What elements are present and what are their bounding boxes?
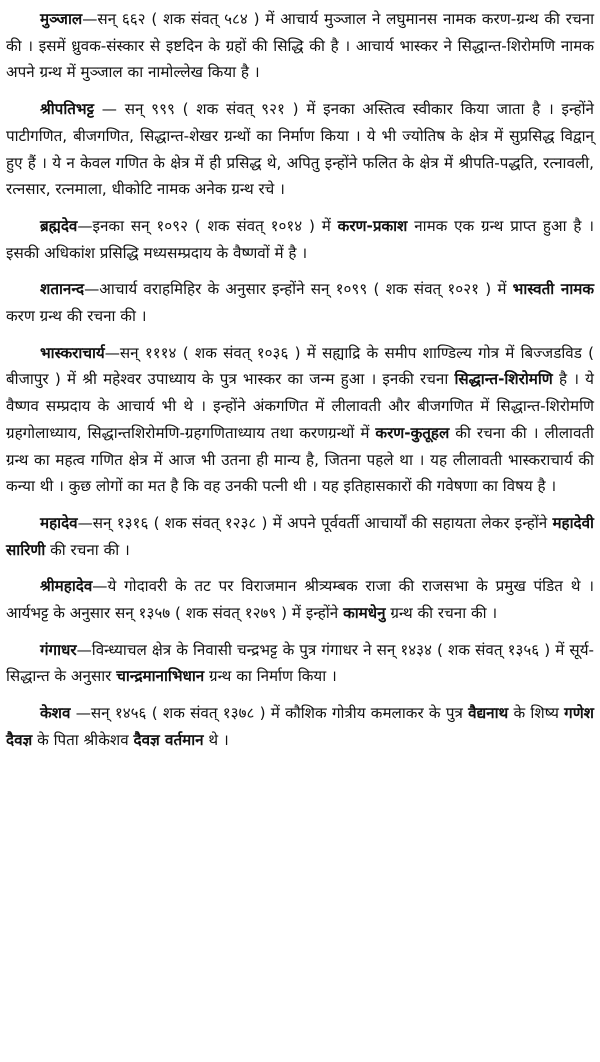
entry-term: ब्रह्मदेव [40, 216, 78, 235]
entry-term: गंगाधर [40, 640, 77, 659]
entry-text: —सन् १११४ ( शक संवत् १०३६ ) में सह्याद्रि के समीप शाण्डिल्य गोत्र में बिज्जडविड ( बीजापुर ) में श्री महेश्वर उपाध्याय के पुत्र भास्कर का जन्म हुआ । इनकी रचना [6, 343, 594, 389]
entry-bhaskaracharya [6, 340, 594, 500]
entry-shrimahadev [6, 573, 594, 626]
entry-text: —ये गोदावरी के तट पर विराजमान श्रीत्र्यम्बक राजा की राजसभा के प्रमुख पंडित थे । आर्यभट्ट के अनुसार सन् १३५७ ( शक संवत् १२७९ ) में इन्होंने [6, 577, 594, 623]
highlight-text: करण-प्रकाश [337, 216, 408, 235]
entry-paragraph [6, 6, 594, 86]
highlight-text: दैवज्ञ वर्तमान [133, 730, 204, 749]
entry-gangadhar [6, 637, 594, 690]
entry-text: के शिष्य [508, 704, 565, 723]
highlight-text: कामधेनु [343, 604, 386, 623]
entry-text: नामक एक ग्रन्थ प्राप्त हुआ है । इसकी अधिकांश प्रसिद्धि मध्यसम्प्रदाय के वैष्णवों में है । [6, 216, 594, 262]
entry-term: मुञ्जाल [40, 10, 83, 28]
entry-term: केशव [40, 704, 71, 723]
entry-munjal [6, 6, 594, 86]
entry-brahmadev [6, 213, 594, 266]
entry-term: श्रीमहादेव [40, 577, 93, 596]
highlight-text: वैद्यनाथ [468, 704, 509, 723]
highlight-text: महादेवी सारिणी [6, 513, 594, 559]
highlight-text: करण-कुतूहल [375, 423, 450, 442]
entry-text: — सन् ९९९ ( शक संवत् ९२१ ) में इनका अस्तित्व स्वीकार किया जाता है । इन्होंने पाटीगणित, बीजगणित, सिद्धान्त-शेखर ग्रन्थों का निर्माण किया । ये भी ज्योतिष के क्षेत्र में सुप्रसिद्ध विद्वान् हुए हैं । ये न केवल गणित के क्षेत्र में ही प्रसिद्ध थे, अपितु इन्होंने फलित के क्षेत्र में श्रीपति-पद्धति, रत्नावली, रत्नसार, रत्नमाला, धीकोटि नामक अनेक ग्रन्थ रचे । [6, 100, 594, 199]
entry-shripatibhatt [6, 96, 594, 203]
entry-paragraph [6, 573, 594, 626]
entry-term: श्रीपतिभट्ट [40, 100, 95, 119]
entry-mahadev [6, 510, 594, 563]
entry-text: की रचना की । [45, 540, 130, 559]
entry-term: शतानन्द [40, 280, 85, 299]
entry-paragraph [6, 700, 594, 753]
entry-text: —सन् १३१६ ( शक संवत् १२३८ ) में अपने पूर्ववर्ती आचार्यों की सहायता लेकर इन्होंने [77, 513, 553, 532]
entry-paragraph [6, 213, 594, 266]
document-page [6, 6, 594, 764]
entry-text: —इनका सन् १०९२ ( शक संवत् १०१४ ) में [77, 216, 338, 235]
entry-paragraph [6, 276, 594, 329]
entry-text: —सन् १४५६ ( शक संवत् १३७८ ) में कौशिक गोत्रीय कमलाकर के पुत्र [70, 704, 469, 723]
entry-paragraph [6, 637, 594, 690]
entry-text: ग्रन्थ का निर्माण किया । [204, 667, 337, 686]
entry-paragraph [6, 510, 594, 563]
entry-text: है । ये वैष्णव सम्प्रदाय के आचार्य भी थे । इन्होंने अंकगणित में लीलावती और बीजगणित में सिद्धान्त-शिरोमणि ग्रहगोलाध्याय, सिद्धान्तशिरोमणि-ग्रहगणिताध्याय तथा करणग्रन्थों में [6, 370, 594, 442]
entry-paragraph [6, 340, 594, 500]
highlight-text: सिद्धान्त-शिरोमणि [454, 370, 553, 389]
entry-term: महादेव [40, 513, 78, 532]
entry-text: थे । [203, 730, 229, 749]
entry-term: भास्कराचार्य [40, 343, 105, 362]
entry-text: करण ग्रन्थ की रचना की । [6, 307, 147, 326]
entry-text: ग्रन्थ की रचना की । [385, 604, 498, 623]
entry-text: —आचार्य वराहमिहिर के अनुसार इन्होंने सन् १०९९ ( शक संवत् १०२१ ) में [84, 280, 513, 299]
highlight-text: भास्वती नामक [512, 280, 594, 299]
highlight-text: चान्द्रमानाभिधान [116, 667, 205, 686]
highlight-text: गणेश दैवज्ञ [6, 704, 595, 749]
entry-shatanand [6, 276, 594, 329]
entry-paragraph [6, 96, 594, 203]
entry-text: —सन् ६६२ ( शक संवत् ५८४ ) में आचार्य मुञ्जाल ने लघुमानस नामक करण-ग्रन्थ की रचना की । इसमें ध्रुवक-संस्कार से इष्टदिन के ग्रहों की सिद्धि की है । आचार्य भास्कर ने सिद्धान्त-शिरोमणि नामक अपने ग्रन्थ में मुञ्जाल का नामोल्लेख किया है । [6, 10, 594, 82]
entry-text: की रचना की । लीलावती ग्रन्थ का महत्व गणित क्षेत्र में आज भी उतना ही मान्य है, जितना पहले था । यह लीलावती भास्कराचार्य की कन्या थी । कुछ लोगों का मत है कि वह उनकी पत्नी थी । यह इतिहासकारों की गवेषणा का विषय है । [6, 423, 594, 496]
entry-text: —विन्ध्याचल क्षेत्र के निवासी चन्द्रभट्ट के पुत्र गंगाधर ने सन् १४३४ ( शक संवत् १३५६ ) में सूर्य-सिद्धान्त के अनुसार [6, 640, 594, 686]
entry-keshav [6, 700, 594, 753]
entry-text: के पिता श्रीकेशव [32, 730, 134, 749]
